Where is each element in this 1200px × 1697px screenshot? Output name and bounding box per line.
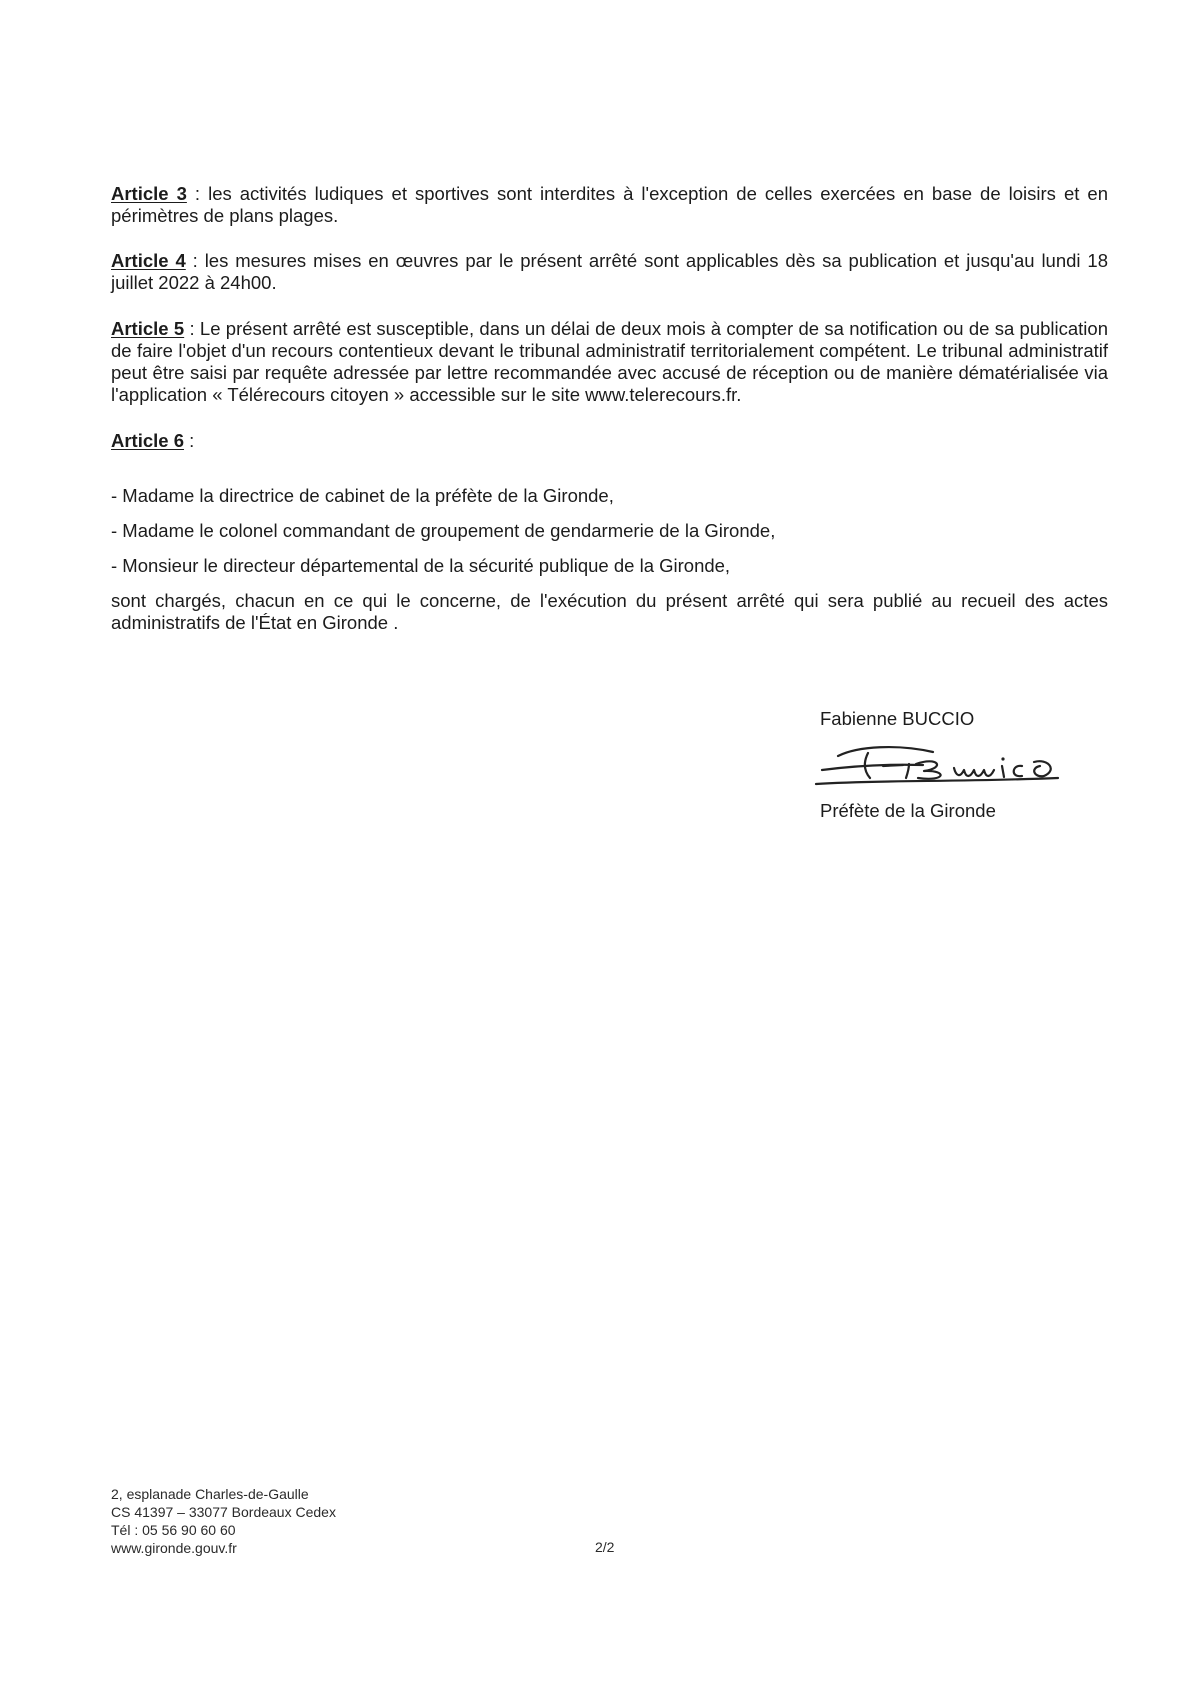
article-4-label: Article 4 [111, 250, 186, 271]
article-5-paragraph [111, 318, 1108, 406]
article-4-paragraph [111, 250, 1108, 294]
article-6-suffix: : [184, 430, 195, 451]
recipient-item: - Madame la directrice de cabinet de la préfète de la Gironde, [111, 485, 614, 506]
article-5-label: Article 5 [111, 318, 185, 339]
article-5-text: : Le présent arrêté est susceptible, dans un délai de deux mois à compter de sa notification ou de sa publication de faire l'objet d'un recours contentieux devant le tribunal administratif territorialement compétent. Le tribunal administratif peut être saisi par requête adressée par lettre recommandée avec accusé de réception ou de manière dématérialisée via l'application « Télérecours citoyen » accessible sur le site www.telerecours.fr. [111, 318, 1108, 405]
recipient-item: - Monsieur le directeur départemental de la sécurité publique de la Gironde, [111, 555, 731, 576]
footer-address-line1: 2, esplanade Charles-de-Gaulle [111, 1486, 309, 1502]
footer-website: www.gironde.gouv.fr [111, 1540, 237, 1556]
footer-phone: Tél : 05 56 90 60 60 [111, 1522, 236, 1538]
handwritten-signature [808, 738, 1070, 798]
article-6-closing: sont chargés, chacun en ce qui le concerne, de l'exécution du présent arrêté qui sera publié au recueil des actes administratifs de l'État en Gironde . [111, 590, 1108, 633]
article-3-paragraph [111, 183, 1108, 227]
signatory-name: Fabienne BUCCIO [820, 708, 975, 729]
footer-address-line2: CS 41397 – 33077 Bordeaux Cedex [111, 1504, 336, 1520]
article-3-text: : les activités ludiques et sportives sont interdites à l'exception de celles exercées en base de loisirs et en périmètres de plans plages. [111, 183, 1108, 226]
recipient-item: - Madame le colonel commandant de groupement de gendarmerie de la Gironde, [111, 520, 776, 541]
footer-contact [111, 1485, 336, 1557]
article-3-label: Article 3 [111, 183, 187, 204]
page-number: 2/2 [595, 1539, 615, 1555]
article-4-text: : les mesures mises en œuvres par le présent arrêté sont applicables dès sa publication et jusqu'au lundi 18 juillet 2022 à 24h00. [111, 250, 1108, 293]
article-6-label: Article 6 [111, 430, 185, 451]
signatory-title: Préfète de la Gironde [820, 800, 996, 821]
article-6-heading [111, 430, 1108, 452]
